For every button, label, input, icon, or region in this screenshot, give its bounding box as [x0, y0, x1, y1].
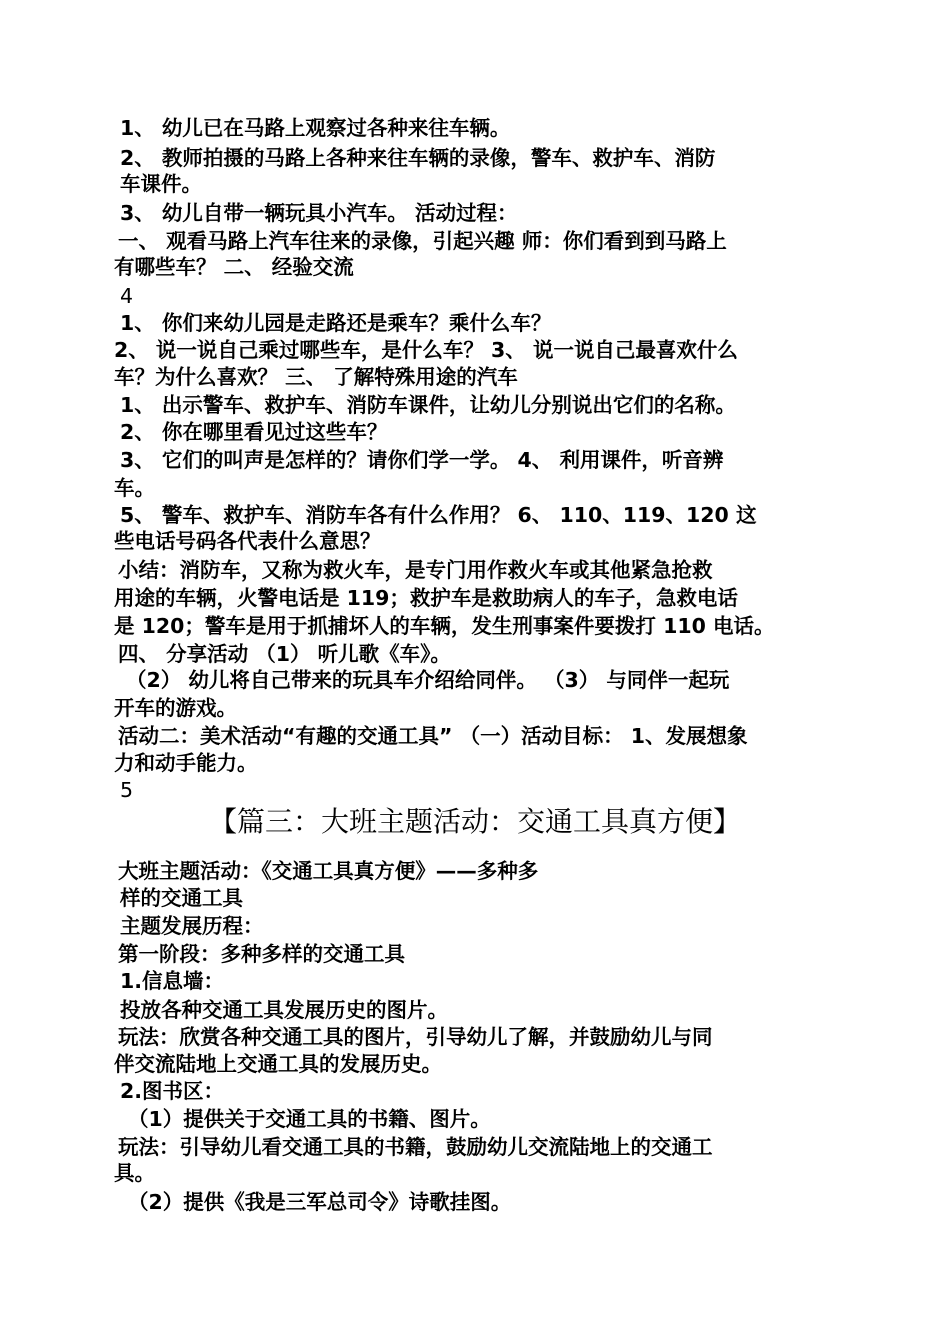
text-line: 车？为什么喜欢？ 三、 了解特殊用途的汽车: [114, 365, 518, 389]
text-line: 伴交流陆地上交通工具的发展历史。: [114, 1052, 442, 1076]
text-line: 第一阶段：多种多样的交通工具: [118, 942, 405, 966]
text-line: 主题发展历程：: [120, 914, 264, 938]
text-line: 小结：消防车，又称为救火车，是专门用作救火车或其他紧急抢救: [118, 558, 713, 582]
text-line: 一、 观看马路上汽车往来的录像，引起兴趣 师：你们看到到马路上: [118, 229, 727, 253]
text-line: 具。: [114, 1161, 155, 1185]
page-number: 4: [120, 284, 134, 308]
section-heading: 【篇三：大班主题活动：交通工具真方便】: [208, 805, 741, 838]
text-line: （1）提供关于交通工具的书籍、图片。: [128, 1107, 491, 1131]
text-line: 开车的游戏。: [114, 696, 237, 720]
text-line: 1、 出示警车、救护车、消防车课件，让幼儿分别说出它们的名称。: [120, 393, 736, 417]
text-line: 有哪些车？ 二、 经验交流: [114, 255, 354, 279]
text-line: 大班主题活动：《交通工具真方便》——多种多: [118, 859, 539, 883]
text-line: 5、 警车、救护车、消防车各有什么作用？ 6、 110、119、120 这: [120, 503, 757, 527]
text-line: （2） 幼儿将自己带来的玩具车介绍给同伴。 （3） 与同伴一起玩: [126, 668, 730, 692]
text-line: 2、 你在哪里看见过这些车？: [120, 420, 388, 444]
text-line: 样的交通工具: [120, 886, 243, 910]
page-number: 5: [120, 778, 134, 802]
text-line: 玩法：引导幼儿看交通工具的书籍，鼓励幼儿交流陆地上的交通工: [118, 1135, 713, 1159]
text-line: 2.图书区：: [120, 1079, 225, 1103]
text-line: 是 120；警车是用于抓捕坏人的车辆，发生刑事案件要拨打 110 电话。: [114, 614, 775, 638]
text-line: 些电话号码各代表什么意思？: [114, 529, 381, 553]
text-line: （2）提供《我是三军总司令》诗歌挂图。: [128, 1190, 512, 1214]
text-line: 活动二：美术活动“有趣的交通工具” （一）活动目标： 1、发展想象: [118, 724, 748, 748]
text-line: 投放各种交通工具发展历史的图片。: [120, 998, 448, 1022]
text-line: 2、 说一说自己乘过哪些车，是什么车？ 3、 说一说自己最喜欢什么: [114, 338, 738, 362]
text-line: 车课件。: [120, 172, 202, 196]
text-line: 3、 它们的叫声是怎样的？请你们学一学。 4、 利用课件，听音辨: [120, 448, 724, 472]
text-line: 玩法：欣赏各种交通工具的图片，引导幼儿了解，并鼓励幼儿与同: [118, 1025, 713, 1049]
text-line: 车。: [114, 476, 155, 500]
text-line: 用途的车辆，火警电话是 119；救护车是救助病人的车子，急救电话: [114, 586, 738, 610]
text-line: 1.信息墙：: [120, 969, 225, 993]
text-line: 1、 幼儿已在马路上观察过各种来往车辆。: [120, 116, 511, 140]
text-line: 力和动手能力。: [114, 751, 258, 775]
text-line: 四、 分享活动 （1） 听儿歌《车》。: [118, 642, 451, 666]
text-line: 1、 你们来幼儿园是走路还是乘车？乘什么车？: [120, 311, 552, 335]
text-line: 3、 幼儿自带一辆玩具小汽车。 活动过程：: [120, 201, 518, 225]
text-line: 2、 教师拍摄的马路上各种来往车辆的录像，警车、救护车、消防: [120, 146, 716, 170]
